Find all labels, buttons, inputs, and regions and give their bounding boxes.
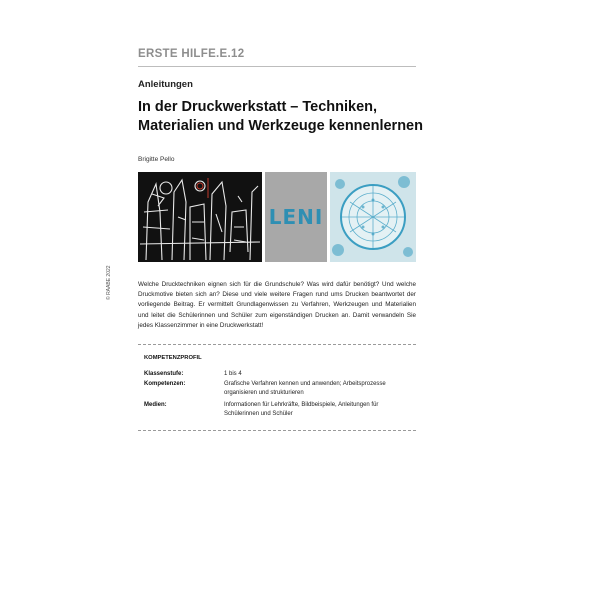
header-images [138,172,416,262]
profile-label: Medien: [144,402,167,408]
profile-value: 1 bis 4 [224,371,242,377]
image-scratch-print [138,172,262,262]
image-texture-print [330,172,416,262]
image-letter-print [265,172,327,262]
profile-label: Klassenstufe: [144,371,184,377]
author-name: Brigitte Pello [138,156,175,163]
profile-value: Informationen für Lehrkräfte, Bildbeispiele, Anleitungen für Schülerinnen und Schüler [224,402,379,417]
profile-value: Grafische Verfahren kennen und anwenden; Arbeitsprozesse organisieren und strukturieren [224,381,386,396]
profile-label: Kompetenzen: [144,381,186,387]
copyright-vertical: © RAABE 2022 [106,265,112,300]
competence-profile [138,344,416,431]
title-line-1: In der Druckwerkstatt – Techniken, [138,99,378,115]
print-word: LENI [268,205,324,229]
profile-heading: KOMPETENZPROFIL [144,355,202,361]
series-label: ERSTE HILFE.E.12 [138,48,245,60]
page-title [138,98,438,136]
header-rule [138,66,416,67]
title-line-2: Materialien und Werkzeuge kennenlernen [138,118,423,134]
intro-paragraph: Welche Drucktechniken eignen sich für die Grundschule? Was wird dafür benötigt? Und welche Druckmotive bieten sich an? Diese und viele weitere Fragen rund ums Drucken beantwortet der vorliegende Beitrag. Er vermittelt Grundlagenwissen zu Verfahren, Werkzeugen und Materialien und leitet die Schülerinnen und Schüler zum eigenständigen Drucken an. Damit verwandeln Sie jedes Klassenzimmer in eine Druckwerkstatt! [138,281,416,329]
category-label: Anleitungen [138,79,193,90]
